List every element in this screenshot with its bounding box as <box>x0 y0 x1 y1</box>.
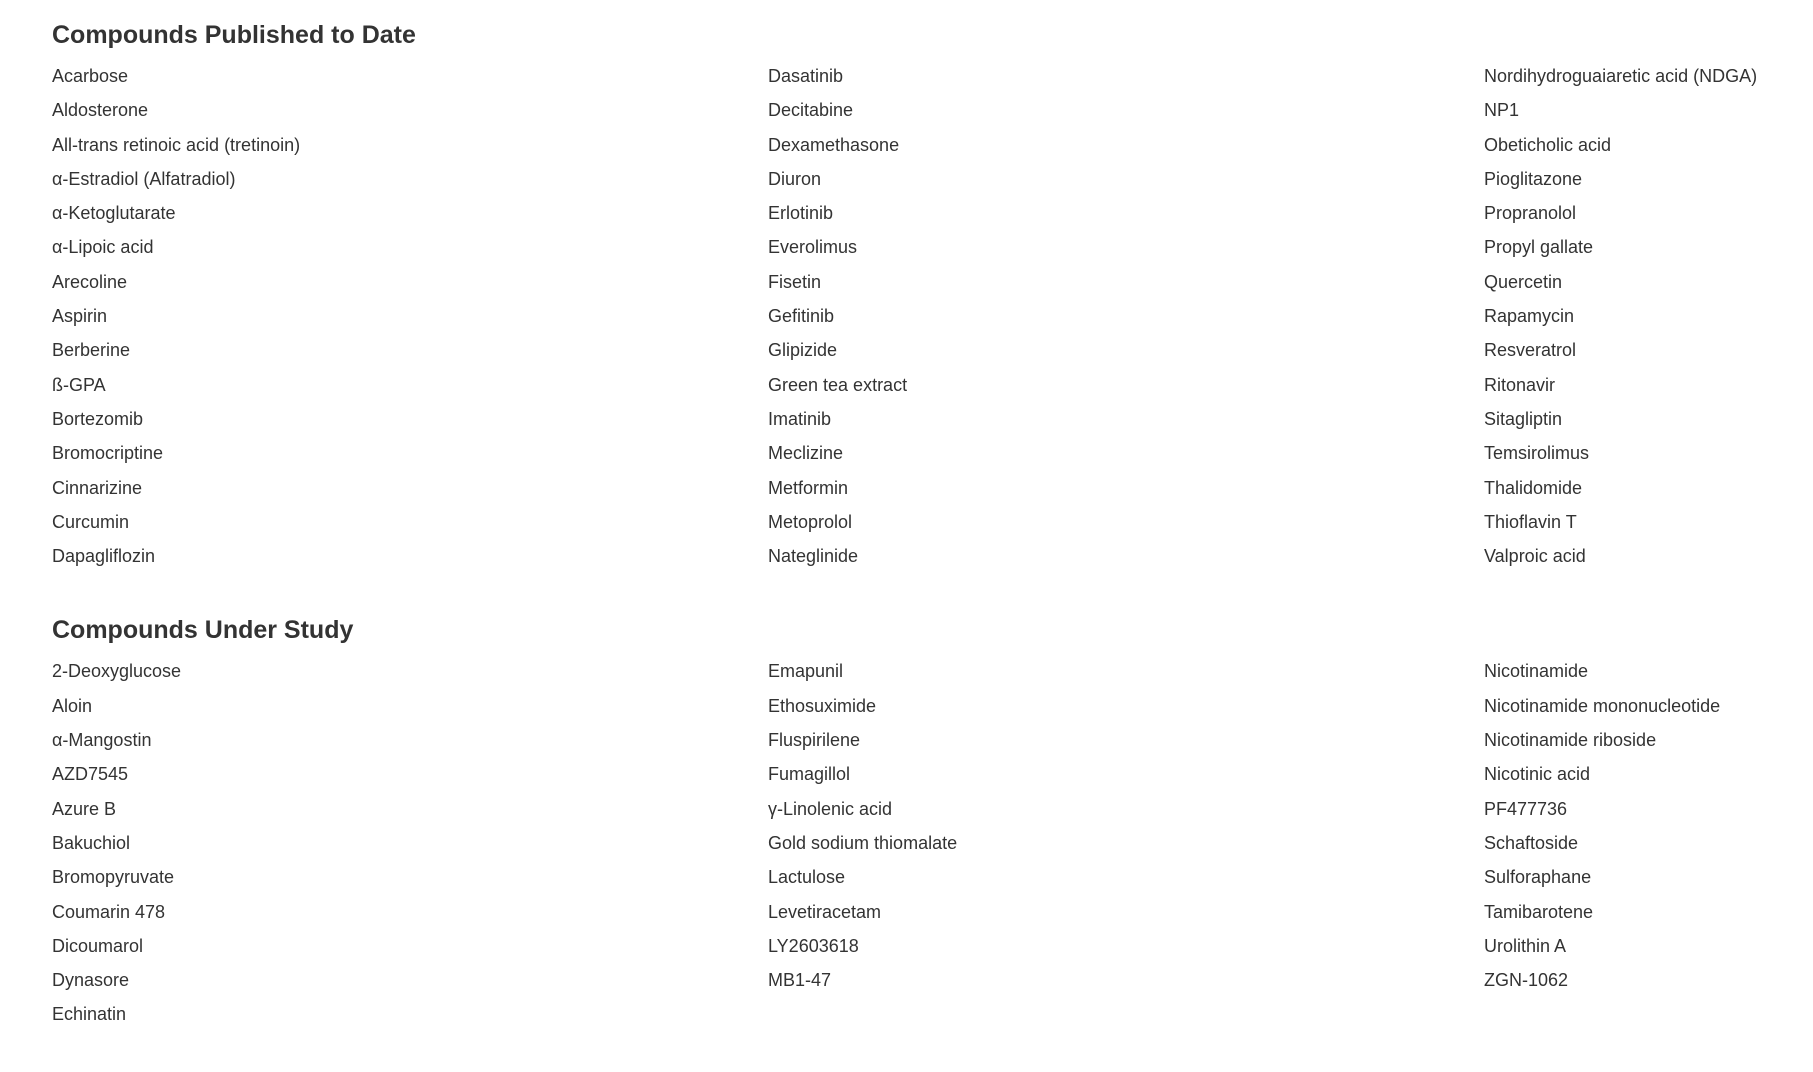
compound-item: Decitabine <box>768 100 854 121</box>
compound-item: Fisetin <box>768 271 822 292</box>
compound-item: Nordihydroguaiaretic acid (NDGA) <box>1484 66 1758 86</box>
compound-item: Emapunil <box>768 661 844 682</box>
compound-item: Arecoline <box>52 271 128 292</box>
compound-item: PF477736 <box>1484 798 1568 819</box>
compound-item: ZGN-1062 <box>1484 970 1569 991</box>
compound-item: Sulforaphane <box>1484 867 1592 888</box>
compound-item: Nicotinamide mononucleotide <box>1484 695 1721 716</box>
compound-item: All-trans retinoic acid (tretinoin) <box>52 134 301 155</box>
compound-item: α-Mangostin <box>52 730 152 751</box>
compound-item: Quercetin <box>1484 271 1563 292</box>
compound-item: Levetiracetam <box>768 901 882 922</box>
compound-item: Coumarin 478 <box>52 901 166 922</box>
published-column-1 <box>52 59 768 573</box>
compound-item: Cinnarizine <box>52 477 143 498</box>
compound-item: NP1 <box>1484 100 1520 121</box>
compound-item: Bakuchiol <box>52 832 131 853</box>
compound-item: Metoprolol <box>768 511 853 532</box>
compound-item: 2-Deoxyglucose <box>52 661 182 682</box>
compound-item: MB1-47 <box>768 970 832 991</box>
compound-item: Tamibarotene <box>1484 901 1594 922</box>
compound-item: Dicoumarol <box>52 935 144 956</box>
compound-item: Lactulose <box>768 867 846 888</box>
published-compounds-section <box>52 18 1812 573</box>
compound-item: Azure B <box>52 798 117 819</box>
compound-item: Glipizide <box>768 340 838 361</box>
under-study-compounds-section <box>52 613 1812 1031</box>
compound-item: Bromopyruvate <box>52 867 175 888</box>
compound-item: Ritonavir <box>1484 374 1556 395</box>
compound-item: Nicotinamide riboside <box>1484 730 1657 751</box>
compound-item: Dynasore <box>52 970 130 991</box>
compound-item: Dexamethasone <box>768 134 900 155</box>
compound-item: Sitagliptin <box>1484 408 1563 429</box>
compound-item: Nateglinide <box>768 546 859 567</box>
compound-item: Diuron <box>768 168 822 189</box>
compound-item: ß-GPA <box>52 374 106 395</box>
compound-item: Berberine <box>52 340 131 361</box>
compound-item: Thioflavin T <box>1484 511 1577 532</box>
compound-item: α-Lipoic acid <box>52 237 154 258</box>
compound-item: Thalidomide <box>1484 477 1583 498</box>
compound-item: AZD7545 <box>52 764 129 785</box>
published-compounds-title: Compounds Published to Date <box>52 21 416 49</box>
compound-item: Everolimus <box>768 237 858 258</box>
compound-item: Rapamycin <box>1484 306 1575 327</box>
compound-item: Obeticholic acid <box>1484 134 1612 155</box>
published-column-3 <box>1484 59 1812 573</box>
compound-lists-page <box>52 18 1812 1072</box>
compound-item: Propranolol <box>1484 203 1577 224</box>
compound-item: Bortezomib <box>52 408 144 429</box>
compound-item: Propyl gallate <box>1484 237 1594 258</box>
compound-item: Resveratrol <box>1484 340 1577 361</box>
compound-item: Gold sodium thiomalate <box>768 832 958 853</box>
under-study-column-2 <box>768 654 1484 1031</box>
compound-item: Acarbose <box>52 66 129 86</box>
compound-item: α-Ketoglutarate <box>52 203 176 224</box>
compound-item: Valproic acid <box>1484 546 1586 567</box>
under-study-compounds-title: Compounds Under Study <box>52 616 354 645</box>
compound-item: Dapagliflozin <box>52 546 156 567</box>
compound-item: Erlotinib <box>768 203 834 224</box>
compound-item: Imatinib <box>768 408 832 429</box>
published-column-2 <box>768 59 1484 573</box>
compound-item: Schaftoside <box>1484 832 1579 853</box>
compound-item: Bromocriptine <box>52 443 164 464</box>
compound-item: Green tea extract <box>768 374 908 395</box>
under-study-column-1 <box>52 654 768 1031</box>
compound-item: Dasatinib <box>768 66 844 86</box>
compound-item: Meclizine <box>768 443 844 464</box>
compound-item: Fluspirilene <box>768 730 861 751</box>
published-compounds-columns <box>52 59 1812 573</box>
compound-item: Pioglitazone <box>1484 168 1583 189</box>
compound-item: Nicotinamide <box>1484 661 1589 682</box>
compound-item: Urolithin A <box>1484 935 1567 956</box>
compound-item: γ-Linolenic acid <box>768 798 893 819</box>
compound-item: Ethosuximide <box>768 695 877 716</box>
compound-item: Gefitinib <box>768 306 835 327</box>
compound-item: Fumagillol <box>768 764 851 785</box>
under-study-column-3 <box>1484 654 1812 1031</box>
compound-item: α-Estradiol (Alfatradiol) <box>52 168 236 189</box>
compound-item: Echinatin <box>52 1004 127 1025</box>
compound-item: Aldosterone <box>52 100 149 121</box>
compound-item: LY2603618 <box>768 935 859 956</box>
compound-item: Aloin <box>52 695 93 716</box>
compound-item: Metformin <box>768 477 849 498</box>
compound-item: Curcumin <box>52 511 130 532</box>
under-study-compounds-columns <box>52 654 1812 1031</box>
compound-item: Nicotinic acid <box>1484 764 1591 785</box>
compound-item: Aspirin <box>52 306 108 327</box>
compound-item: Temsirolimus <box>1484 443 1590 464</box>
